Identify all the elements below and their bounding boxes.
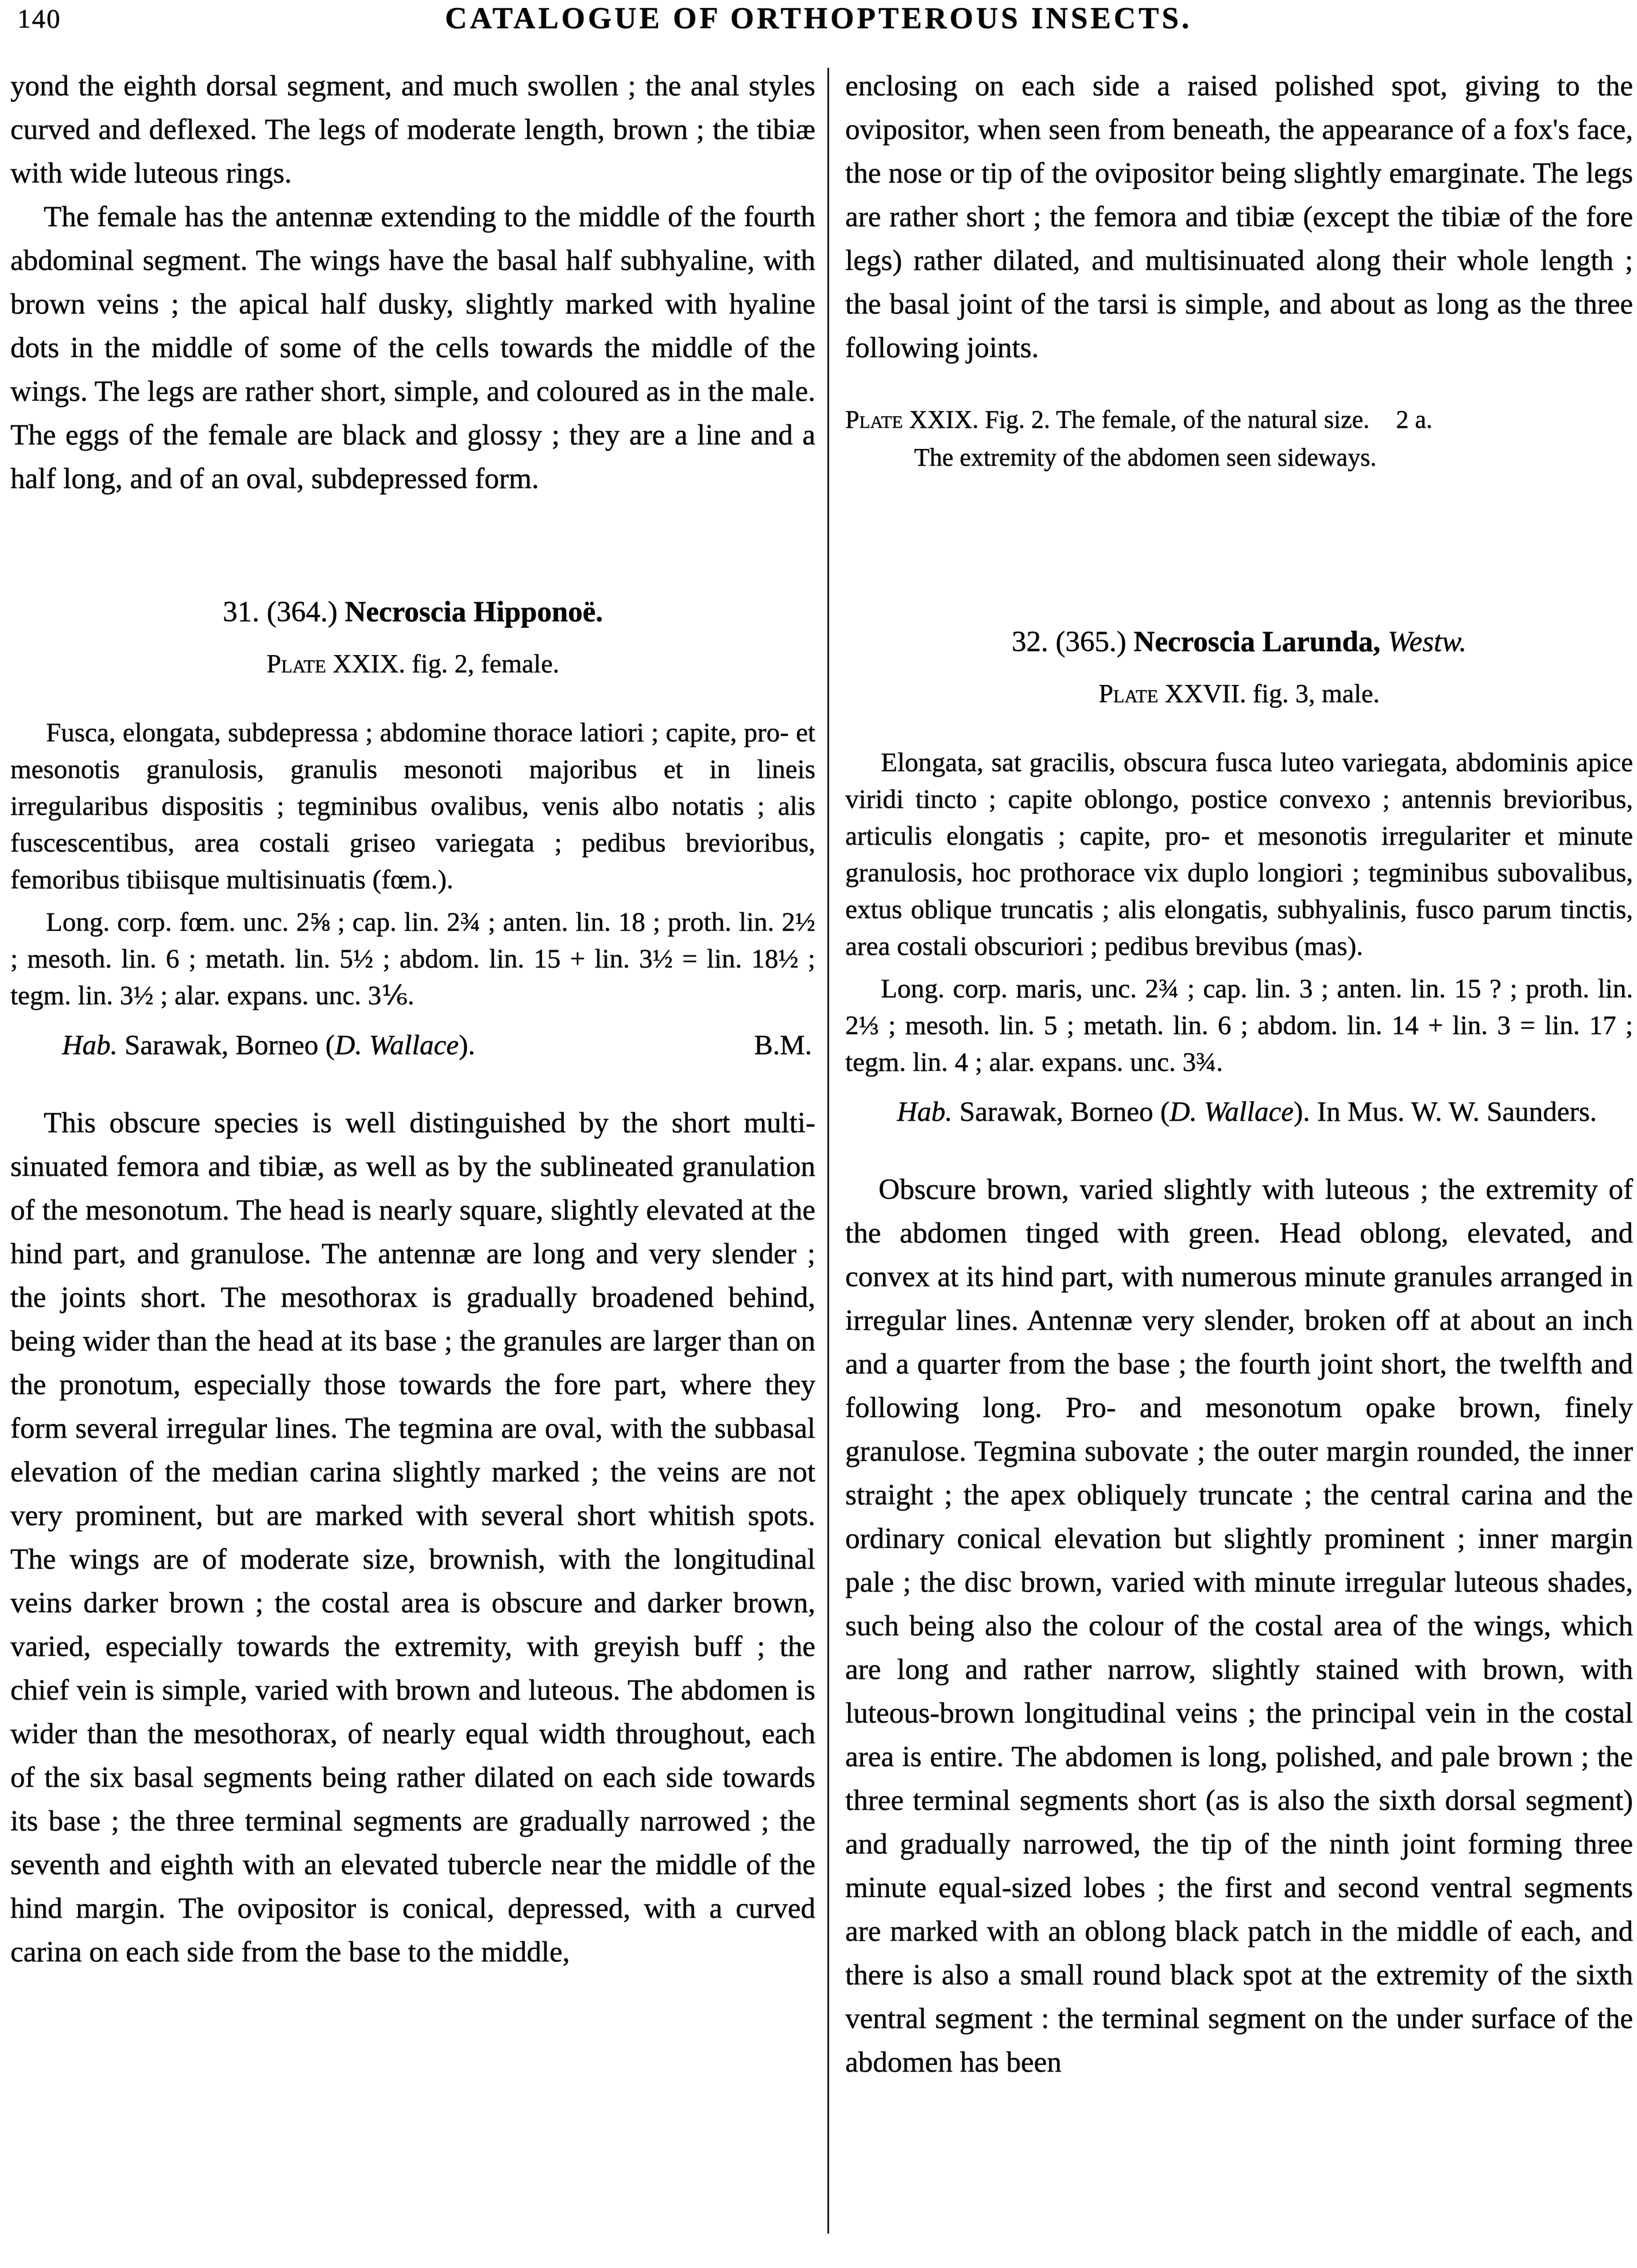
- hab-locality: Sarawak, Borneo (: [117, 1029, 335, 1061]
- species-description-31: This obscure species is well distinguished by the short multi-sinuated femora and tibiæ, as well as by the sublineated granulation of the mesonotum. The head is nearly square, slightly elevated at the hind part, and granulose. The antennæ are long and very slender ; the joints short. The mesothorax is gradually broadened behind, being wider than the head at its base ; the granules are larger than on the pronotum, especially those towards the fore part, where they form several irregular lines. The tegmina are oval, with the subbasal elevation of the median carina slightly marked ; the veins are not very prominent, but are marked with several short whitish spots. The wings are of moderate size, brownish, with the longitudinal veins darker brown ; the costal area is obscure and darker brown, varied, especially towards the extremity, with greyish buff ; the chief vein is simple, varied with brown and luteous. The abdomen is wider than the mesothorax, of nearly equal width throughout, each of the six basal segments being rather dilated on each side towards its base ; the three terminal segments are gradually narrowed ; the seventh and eighth with an elevated tubercle near the middle of the hind margin. The ovipositor is conical, depressed, with a curved carina on each side from the base to the middle,: [10, 1107, 815, 1968]
- plate-word: Plate: [266, 649, 326, 678]
- museum-reference: In Mus. W. W. Saunders.: [1310, 1096, 1597, 1127]
- figure-label-2a: 2 a.: [1396, 405, 1433, 434]
- plate-caption-32: [845, 675, 1633, 712]
- collection-mark: B.M.: [754, 1029, 812, 1061]
- collector-name: D. Wallace: [1169, 1096, 1294, 1127]
- hab-locality: Sarawak, Borneo (: [952, 1096, 1170, 1127]
- hab-label: Hab.: [62, 1029, 118, 1061]
- species-heading-32: [845, 621, 1633, 663]
- latin-diagnosis-32: Elongata, sat gracilis, obscura fusca luteo variegata, abdominis apice viridi tincto ; capite oblongo, postice convexo ; antennis brevioribus, articulis elongatis ; capite, pro- et mesonotis irregulariter et minute granulosis, hoc prothorace vix duplo longiori ; tegminibus subovalibus, extus oblique truncatis ; alis elongatis, subhyalinis, fusco parum tinctis, area costali obscuriori ; pedibus brevibus (mas).: [845, 748, 1633, 961]
- plate-note-line2: The extremity of the abdomen seen sideways.: [914, 443, 1377, 471]
- left-column: [10, 64, 815, 1974]
- measurements-32: Long. corp. maris, unc. 2¾ ; cap. lin. 3 ; anten. lin. 15 ? ; proth. lin. 2⅓ ; mesoth. lin. 5 ; metath. lin. 6 ; abdom. lin. 14 + lin. 3 = lin. 17 ; tegm. lin. 4 ; alar. expans. unc. 3¾.: [845, 974, 1633, 1077]
- right-continuation-paragraph: enclosing on each side a raised polished spot, giving to the ovipositor, when seen from beneath, the appearance of a fox's face, the nose or tip of the ovipositor being slightly emarginate. The legs are rather short ; the femora and tibiæ (except the tibiæ of the fore legs) rather dilated, and multisinuated along their whole length ; the basal joint of the tarsi is simple, and about as long as the three following joints.: [845, 70, 1633, 364]
- plate-caption-text: XXVII. fig. 3, male.: [1158, 679, 1380, 708]
- plate-word: Plate: [1098, 679, 1158, 708]
- measurements-31: Long. corp. fœm. unc. 2⅝ ; cap. lin. 2¾ ; anten. lin. 18 ; proth. lin. 2½ ; mesoth. lin. 6 ; metath. lin. 5½ ; abdom. lin. 15 + lin. 3½ = lin. 18½ ; tegm. lin. 3½ ; alar. expans. unc. 3⅙.: [10, 907, 815, 1011]
- right-column: [845, 64, 1633, 2084]
- habitat-line-31: [10, 1024, 815, 1066]
- left-female-paragraph: The female has the antennæ extending to the middle of the fourth abdominal segment. The wings have the basal half subhyaline, with brown veins ; the apical half dusky, slightly marked with hyaline dots in the middle of some of the cells towards the middle of the wings. The legs are rather short, simple, and coloured as in the male. The eggs of the female are black and glossy ; they are a line and a half long, and of an oval, subdepressed form.: [10, 201, 815, 495]
- latin-diagnosis-31: Fusca, elongata, subdepressa ; abdomine thorace latiori ; capite, pro- et mesonotis granulosis, granulis mesonoti majoribus et in lineis irregularibus dispositis ; tegminibus ovalibus, venis albo notatis ; alis fuscescentibus, area costali griseo variegata ; pedibus brevioribus, femoribus tibiisque multisinuatis (fœm.).: [10, 718, 815, 895]
- page-number: 140: [17, 4, 61, 34]
- column-divider-rule: [827, 68, 829, 2234]
- species-name: Necroscia Larunda,: [1126, 626, 1388, 658]
- species-heading-31: [10, 591, 815, 633]
- species-description-32: Obscure brown, varied slightly with luteous ; the extremity of the abdomen tinged with green. Head oblong, elevated, and convex at its hind part, with numerous minute granules arranged in irregular lines. Antennæ very slender, broken off at about an inch and a quarter from the base ; the fourth joint short, the twelfth and following long. Pro- and mesonotum opake brown, finely granulose. Tegmina subovate ; the outer margin rounded, the inner straight ; the apex obliquely truncate ; the central carina and the ordinary conical elevation but slightly prominent ; inner margin pale ; the disc brown, varied with minute irregular luteous shades, such being also the colour of the costal area of the wings, which are long and rather narrow, slightly stained with brown, with luteous-brown longitudinal veins ; the principal vein in the costal area is entire. The abdomen is long, polished, and pale brown ; the three terminal segments short (as is also the sixth dorsal segment) and gradually narrowed, the tip of the ninth joint forming three minute equal-sized lobes ; the first and second ventral segments are marked with an oblong black patch in the middle of each, and there is also a small round black spot at the extremity of the sixth ventral segment : the terminal segment on the under surface of the abdomen has been: [845, 1174, 1633, 2079]
- species-number: 31. (364.): [222, 596, 338, 628]
- species-number: 32. (365.): [1011, 626, 1127, 658]
- species-author: Westw.: [1387, 626, 1467, 658]
- running-header-title: CATALOGUE OF ORTHOPTEROUS INSECTS.: [445, 2, 1192, 35]
- habitat-line-32: [845, 1091, 1633, 1132]
- hab-label: Hab.: [897, 1096, 953, 1127]
- hab-close: ).: [1293, 1096, 1310, 1127]
- hab-close: ).: [458, 1029, 475, 1061]
- plate-word: Plate: [845, 405, 903, 434]
- collector-name: D. Wallace: [334, 1029, 459, 1061]
- plate-note-text: XXIX. Fig. 2. The female, of the natural size.: [903, 405, 1370, 434]
- left-continuation-paragraph: yond the eighth dorsal segment, and much swollen ; the anal styles curved and deflexed. The legs of moderate length, brown ; the tibiæ with wide luteous rings.: [10, 70, 815, 189]
- plate-caption-31: [10, 645, 815, 682]
- plate-caption-text: XXIX. fig. 2, female.: [326, 649, 559, 678]
- species-name: Necroscia Hipponoë.: [337, 596, 603, 628]
- plate-explanation-note: [845, 401, 1633, 477]
